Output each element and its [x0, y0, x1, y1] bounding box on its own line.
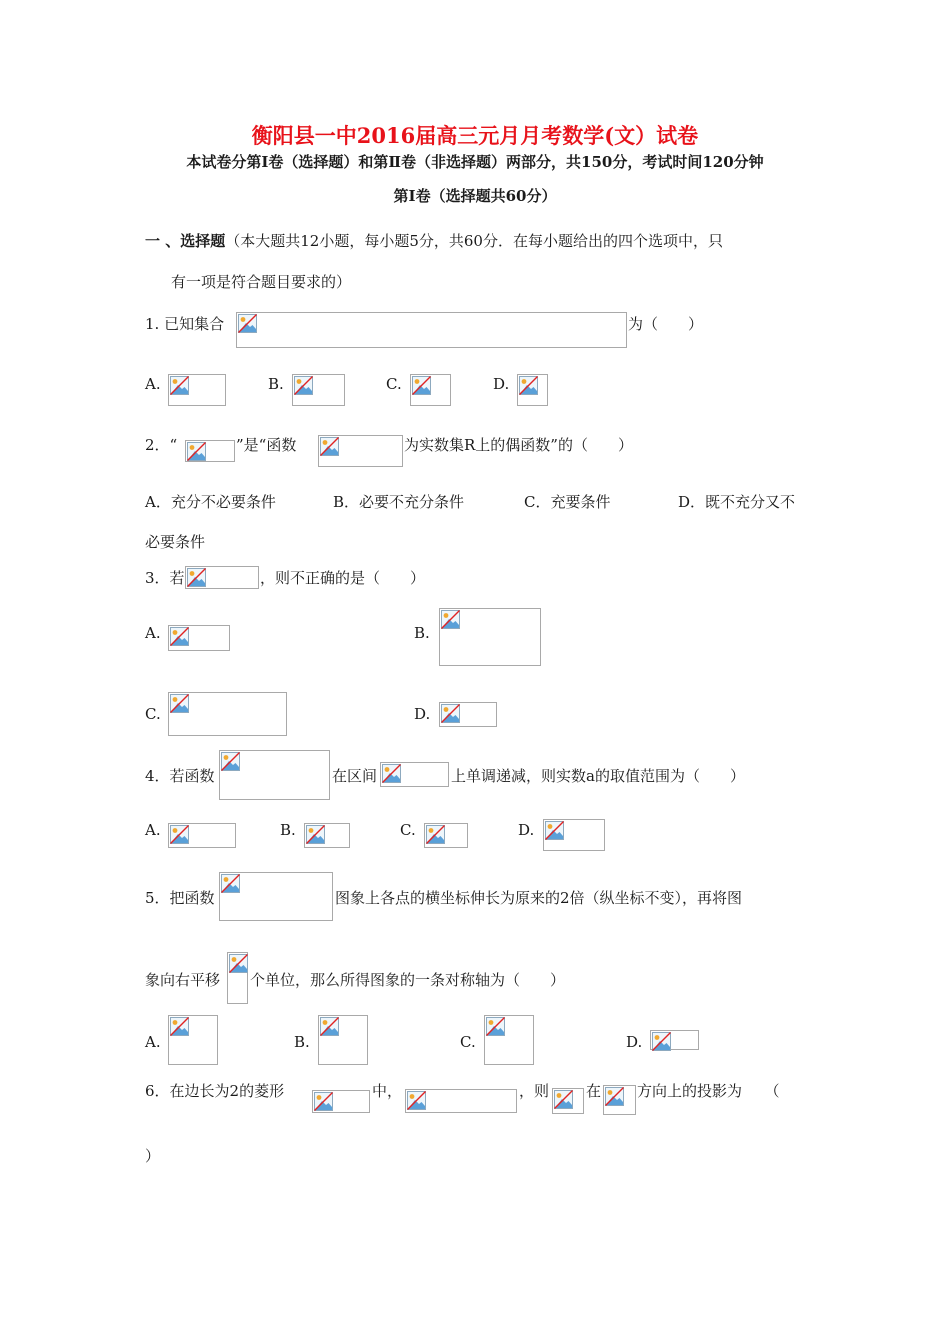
- q1-option-b-label: B.: [268, 375, 284, 393]
- q6-stem-mid3: 在: [586, 1082, 602, 1100]
- q5-shift-image: [227, 952, 248, 1004]
- q3-option-d-image: [439, 702, 497, 727]
- q5-stem-post: 图象上各点的横坐标伸长为原来的2倍（纵坐标不变），再将图: [335, 889, 743, 907]
- q6-stem-post: 方向上的投影为 （: [637, 1082, 780, 1100]
- q5-option-a-label: A.: [145, 1033, 161, 1051]
- section-desc-line1: （本大题共12小题，每小题5分，共60分．在每小题给出的四个选项中，只: [225, 232, 723, 250]
- q2-option-b: B．必要不充分条件: [333, 493, 465, 511]
- q1-option-d-image: [517, 374, 548, 406]
- q4-function-image: [219, 750, 330, 800]
- q5-function-image: [219, 872, 333, 921]
- q1-option-d-label: D.: [493, 375, 510, 393]
- q1-option-b-image: [292, 374, 345, 406]
- q1-option-c-label: C.: [386, 375, 402, 393]
- q6-condition-image: [405, 1089, 517, 1113]
- q2-option-d-continued: 必要条件: [145, 533, 206, 551]
- q4-option-b-image: [304, 823, 350, 848]
- q1-set-image: [236, 312, 627, 348]
- q6-stem-mid1: 中，: [372, 1082, 403, 1100]
- q3-option-c-image: [168, 692, 287, 736]
- q3-option-a-label: A.: [145, 624, 161, 642]
- q2-stem-post: 为实数集R上的偶函数”的（ ）: [404, 436, 633, 454]
- q2-function-image: [318, 435, 403, 467]
- q4-option-c-image: [424, 823, 468, 848]
- q4-option-b-label: B.: [280, 821, 296, 839]
- q2-option-c: C．充要条件: [524, 493, 611, 511]
- q2-stem-mid: ”是“函数: [236, 436, 297, 454]
- q1-stem-post: 为（ ）: [628, 315, 704, 333]
- q2-option-d: D．既不充分又不: [678, 493, 796, 511]
- q5-option-b-image: [318, 1015, 368, 1065]
- q4-option-d-label: D.: [518, 821, 535, 839]
- q6-rhombus-image: [312, 1090, 370, 1113]
- exam-title: 衡阳县一中2016届高三元月月考数学(文）试卷: [251, 123, 699, 148]
- q5-option-c-image: [484, 1015, 534, 1065]
- q6-vector-b-image: [603, 1085, 636, 1115]
- q2-number: 2．“: [145, 436, 178, 454]
- q4-option-c-label: C.: [400, 821, 416, 839]
- q4-option-a-label: A.: [145, 821, 161, 839]
- q3-stem-post: ，则不正确的是（ ）: [260, 569, 426, 587]
- q2-option-a: A．充分不必要条件: [145, 493, 276, 511]
- q3-option-a-image: [168, 625, 230, 651]
- q4-stem-post: 上单调递减，则实数a的取值范围为（ ）: [451, 767, 745, 785]
- q6-stem-mid2: ，则: [519, 1082, 550, 1100]
- part-one-heading: 第Ⅰ卷（选择题共60分）: [393, 187, 557, 205]
- q3-option-c-label: C.: [145, 705, 161, 723]
- q2-condition-image: [185, 440, 235, 462]
- q4-stem-mid: 在区间: [332, 767, 378, 785]
- q3-stem-pre: 3．若: [145, 569, 185, 587]
- q5-line2-pre: 象向右平移: [145, 971, 221, 989]
- q1-option-a-label: A.: [145, 375, 161, 393]
- q6-vector-a-image: [552, 1088, 584, 1114]
- q3-option-d-label: D.: [414, 705, 431, 723]
- section-heading: 一 、选择题: [145, 232, 226, 250]
- q5-option-c-label: C.: [460, 1033, 476, 1051]
- q5-stem-pre: 5．把函数: [145, 889, 215, 907]
- section-description: [145, 231, 723, 251]
- q4-stem-pre: 4．若函数: [145, 767, 215, 785]
- section-desc-line2: 有一项是符合题目要求的）: [171, 273, 352, 291]
- q3-condition-image: [185, 566, 259, 589]
- q6-stem-pre: 6．在边长为2的菱形: [145, 1082, 285, 1100]
- q4-option-a-image: [168, 823, 236, 848]
- q5-option-a-image: [168, 1015, 218, 1065]
- q5-line2-post: 个单位，那么所得图象的一条对称轴为（ ）: [250, 971, 566, 989]
- q1-option-a-image: [168, 374, 226, 406]
- q6-close-paren: ）: [145, 1147, 161, 1165]
- q1-stem-pre: 1. 已知集合: [145, 315, 225, 333]
- q1-option-c-image: [410, 374, 451, 406]
- q3-option-b-image: [439, 608, 541, 666]
- q4-interval-image: [380, 762, 449, 787]
- q5-option-d-image: [650, 1030, 699, 1050]
- exam-intro: 本试卷分第Ⅰ卷（选择题）和第Ⅱ卷（非选择题）两部分，共150分，考试时间120分钟: [186, 153, 764, 171]
- q5-option-b-label: B.: [294, 1033, 310, 1051]
- q3-option-b-label: B.: [414, 624, 430, 642]
- q4-option-d-image: [543, 819, 605, 851]
- q5-option-d-label: D.: [626, 1033, 643, 1051]
